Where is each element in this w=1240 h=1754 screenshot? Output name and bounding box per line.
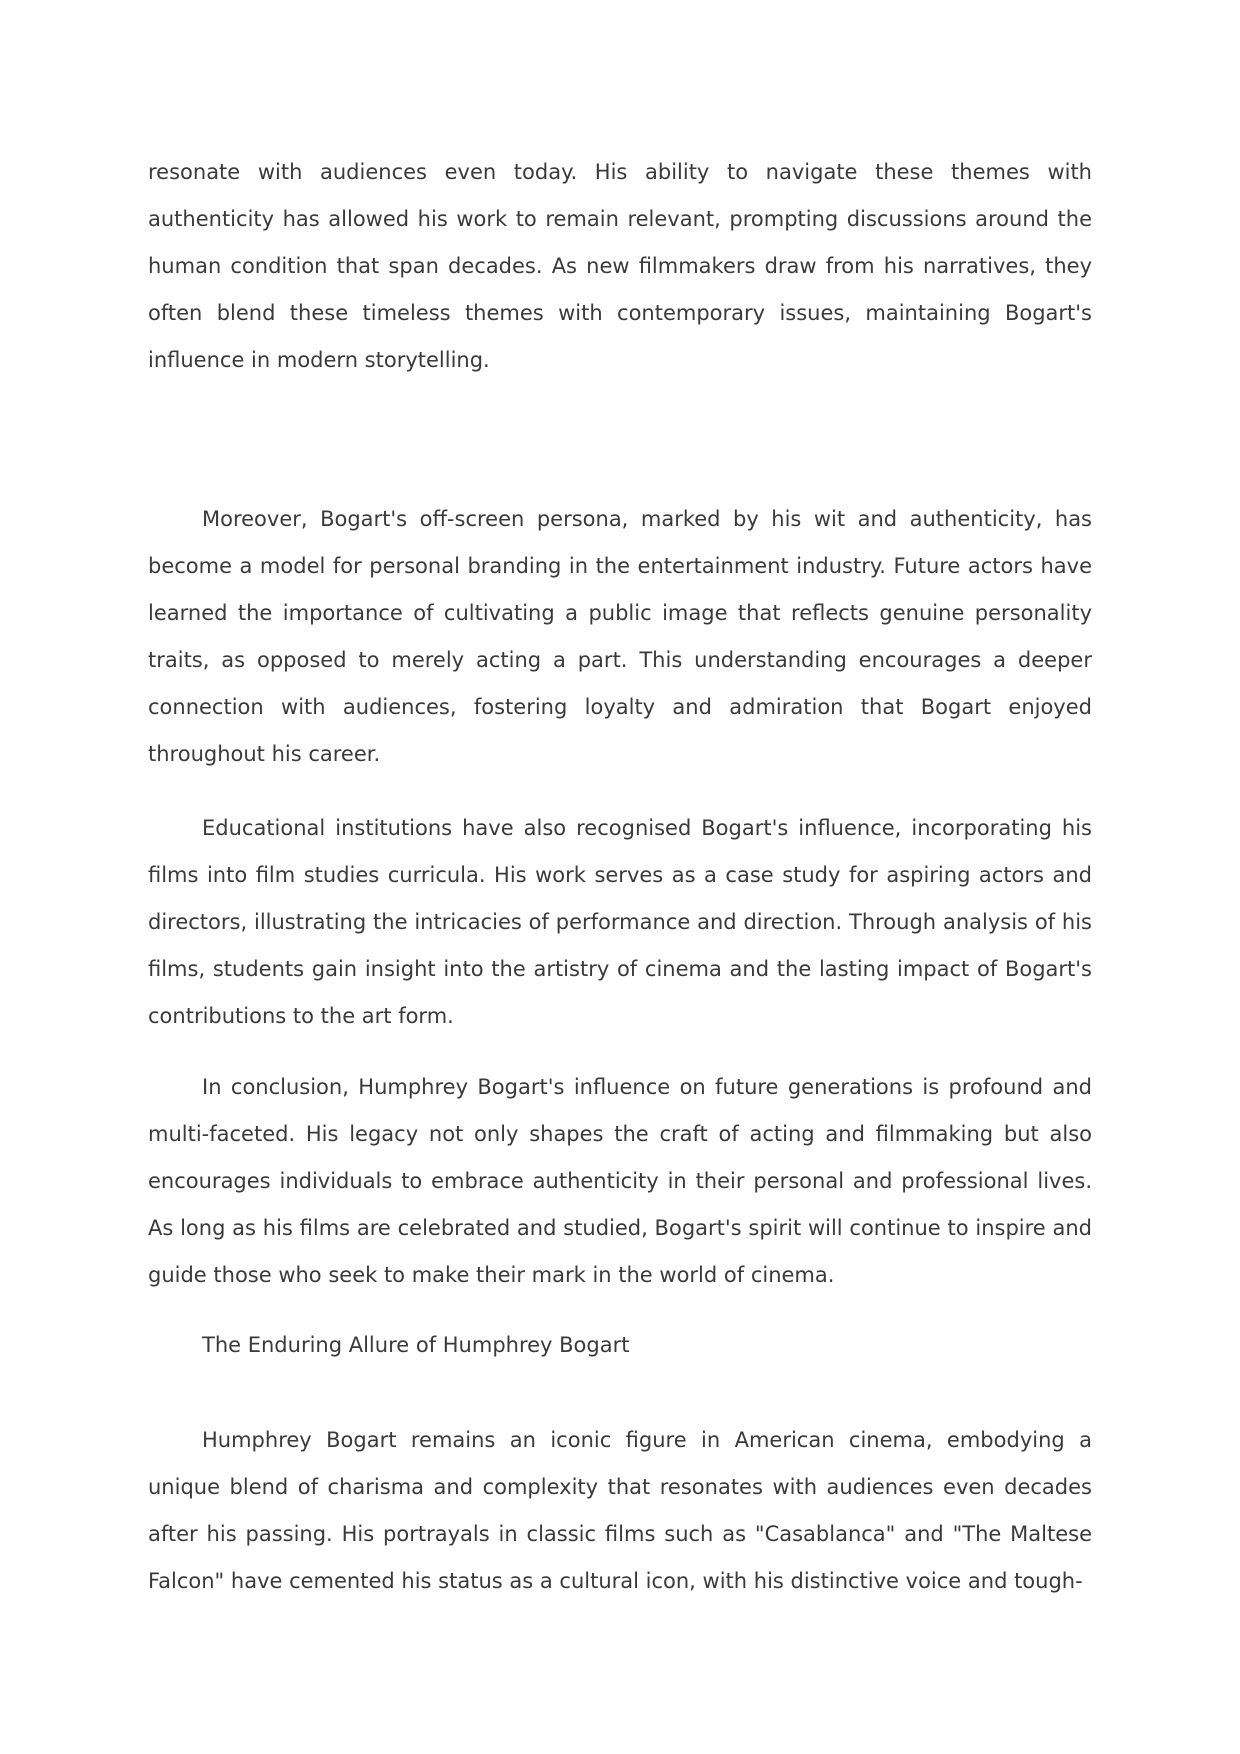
paragraph-enduring-allure: Humphrey Bogart remains an iconic figure in American cinema, embodying a unique blend of charisma and complexity that resonates with audiences even decades after his passing. His portrayals in classic films such as "Casablanca" and "The Maltese Falcon" have cemented his status as a cultural icon, with his distinctive voice and tough- [148, 1428, 1092, 1593]
paragraph-educational-institutions: Educational institutions have also recognised Bogart's influence, incorporating his films into film studies curricula. His work serves as a case study for aspiring actors and directors, illustrating the intricacies of performance and direction. Through analysis of his films, students gain insight into the artistry of cinema and the lasting impact of Bogart's contributions to the art form. [148, 816, 1092, 1028]
paragraph-conclusion: In conclusion, Humphrey Bogart's influence on future generations is profound and multi-faceted. His legacy not only shapes the craft of acting and filmmaking but also encourages individuals to embrace authenticity in their personal and professional lives. As long as his films are celebrated and studied, Bogart's spirit will continue to inspire and guide those who seek to make their mark in the world of cinema. [148, 1075, 1092, 1287]
section-title: The Enduring Allure of Humphrey Bogart [202, 1333, 630, 1357]
paragraph-continuation: resonate with audiences even today. His ability to navigate these themes with authenticity has allowed his work to remain relevant, prompting discussions around the human condition that span decades. As new filmmakers draw from his narratives, they often blend these timeless themes with contemporary issues, maintaining Bogart's influence in modern storytelling. [148, 160, 1092, 372]
paragraph-off-screen-persona: Moreover, Bogart's off-screen persona, marked by his wit and authenticity, has become a model for personal branding in the entertainment industry. Future actors have learned the importance of cultivating a public image that reflects genuine personality traits, as opposed to merely acting a part. This understanding encourages a deeper connection with audiences, fostering loyalty and admiration that Bogart enjoyed throughout his career. [148, 507, 1092, 766]
